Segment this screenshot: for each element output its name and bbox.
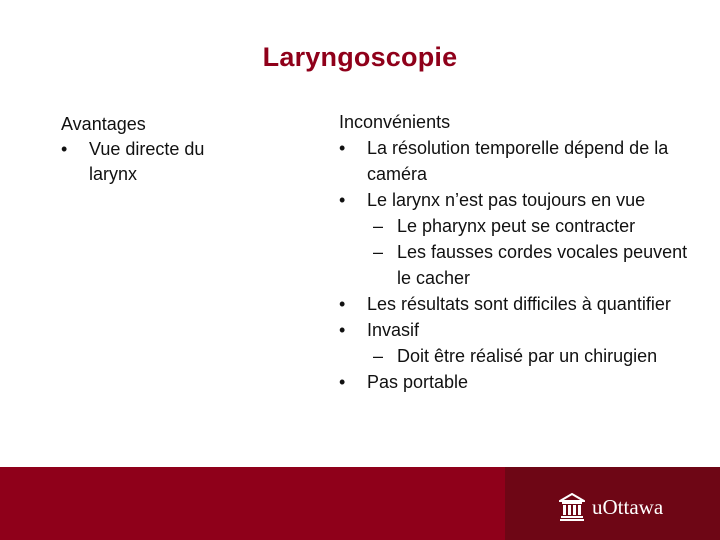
subitem-text: Le pharynx peut se contracter xyxy=(397,216,636,236)
disadvantage-text: Les résultats sont difficiles à quantifier xyxy=(367,294,671,314)
disadvantage-item xyxy=(339,317,699,343)
disadvantage-item xyxy=(339,135,699,187)
bullet-marker: • xyxy=(339,138,346,158)
footer-logo-panel xyxy=(505,467,720,540)
dash-marker: – xyxy=(373,242,384,262)
subitem-text: Doit être réalisé par un chirugien xyxy=(397,346,658,366)
advantage-text: Vue directe du larynx xyxy=(89,139,205,184)
bullet-marker: • xyxy=(339,190,346,210)
disadvantage-subitem xyxy=(339,343,699,369)
advantages-column xyxy=(61,111,251,187)
advantage-item xyxy=(61,137,251,187)
dash-marker: – xyxy=(373,216,384,236)
disadvantage-text: Invasif xyxy=(367,320,420,340)
university-building-icon xyxy=(559,493,585,521)
disadvantage-text: Le larynx n’est pas toujours en vue xyxy=(367,190,646,210)
disadvantage-subitem xyxy=(339,213,699,239)
disadvantage-item xyxy=(339,291,699,317)
advantages-heading: Avantages xyxy=(61,114,146,134)
uottawa-logo xyxy=(559,493,663,521)
disadvantage-item xyxy=(339,187,699,213)
slide-title: Laryngoscopie xyxy=(262,42,458,72)
disadvantage-text: La résolution temporelle dépend de la caméra xyxy=(367,138,669,184)
disadvantage-text: Pas portable xyxy=(367,372,469,392)
bullet-marker: • xyxy=(61,139,68,159)
bullet-marker: • xyxy=(339,294,346,314)
logo-wordmark: uOttawa xyxy=(592,494,664,519)
footer-bar xyxy=(0,467,720,540)
disadvantage-subitem xyxy=(339,239,699,291)
bullet-marker: • xyxy=(339,320,346,340)
disadvantages-column xyxy=(339,109,699,395)
disadvantage-item xyxy=(339,369,699,395)
bullet-marker: • xyxy=(339,372,346,392)
subitem-text: Les fausses cordes vocales peuvent le cacher xyxy=(397,242,688,288)
dash-marker: – xyxy=(373,346,384,366)
disadvantages-heading: Inconvénients xyxy=(339,112,451,132)
